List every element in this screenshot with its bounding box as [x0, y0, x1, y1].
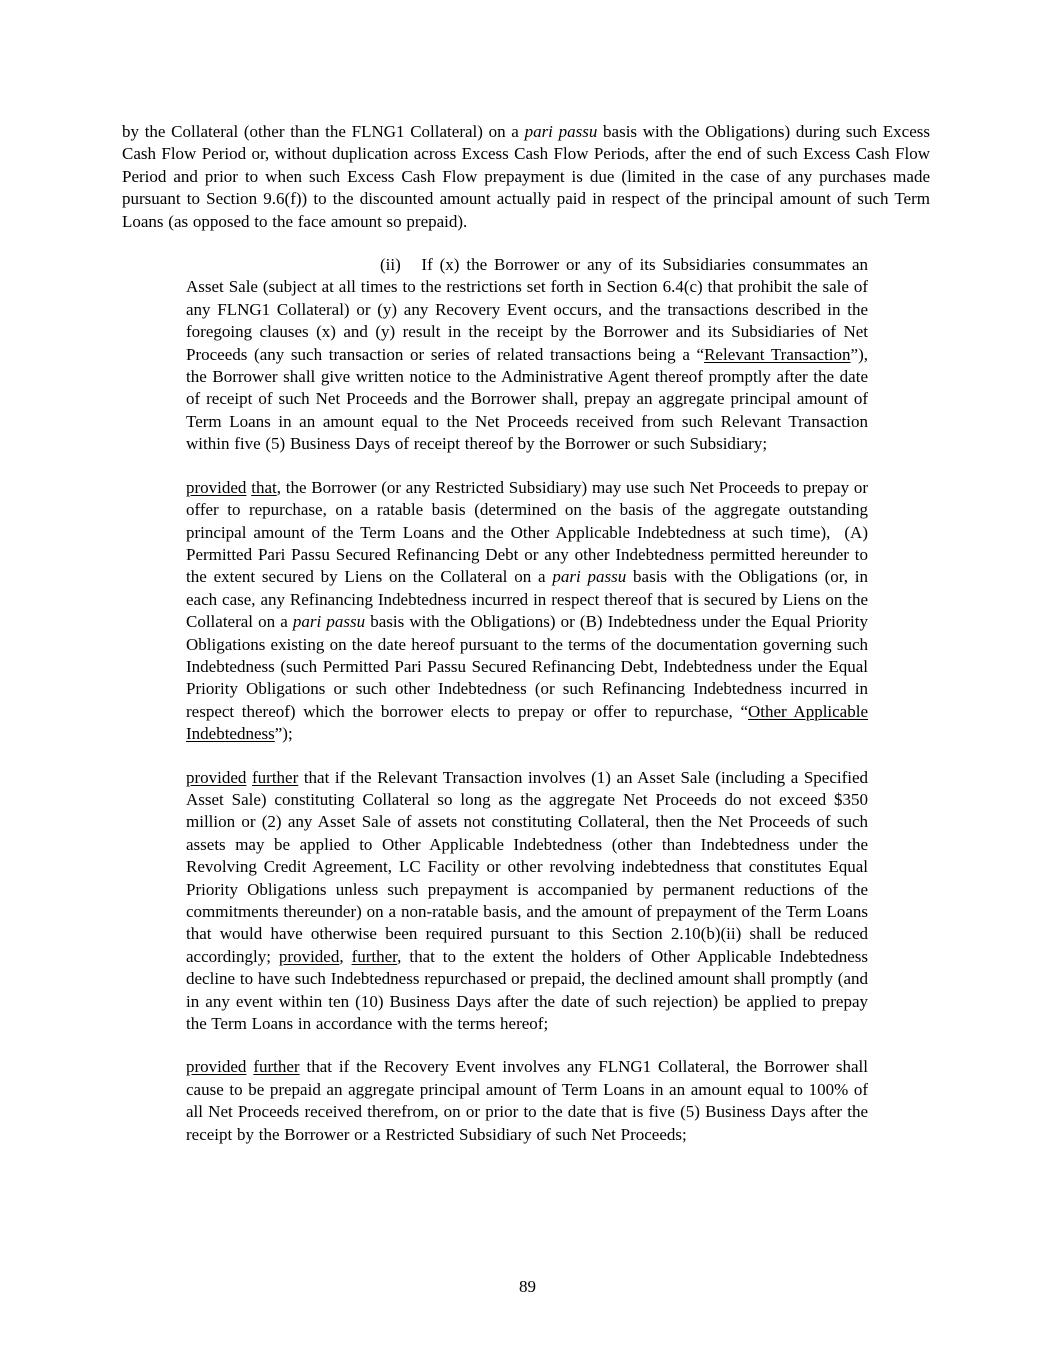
underlined-text-run: provided — [186, 1057, 247, 1077]
text-run: basis with the Obligations) during such Excess Cash Flow Period or, without duplication across Excess Cash Flow Periods, after the end of such Excess Cash Flow Period and prior to when such Excess Cash Flow prepayment is due (limited in the case of any purchases made pursuant to Section 9.6(f)) to the discounted amount actually paid in respect of the principal amount of such Term Loans (as opposed to the face amount so prepaid). — [122, 122, 930, 231]
underlined-text-run: further — [351, 946, 398, 966]
text-run: basis with the Obligations (or, in each case, any Refinancing Indebtedness incurred in respect thereof that is secured by Liens on the Collateral on a — [186, 567, 868, 632]
underlined-text-run: Other Applicable Indebtedness — [186, 701, 868, 744]
text-run: (ii) If (x) the Borrower or any of its Subsidiaries consummates an Asset Sale (subject at all times to the restrictions set forth in Section 6.4(c) that prohibit the sale of any FLNG1 Collateral) or (y) any Recovery Event occurs, and the transactions described in the foregoing clauses (x) and (y) result in the receipt by the Borrower and its Subsidiaries of Net Proceeds (any such transaction or series of related transactions being a “ — [186, 255, 868, 364]
proviso-asset-sale-paragraph — [186, 767, 868, 1036]
underlined-text-run: that — [251, 477, 277, 497]
underlined-text-run: provided — [186, 477, 247, 497]
text-run: ”); — [274, 724, 293, 744]
text-run: that if the Relevant Transaction involves (1) an Asset Sale (including a Specified Asset Sale) constituting Collateral so long as the aggregate Net Proceeds do not exceed $350 million or (2) any Asset Sale of assets not constituting Collateral, then the Net Proceeds of such assets may be applied to Other Applicable Indebtedness (other than Indebtedness under the Revolving Credit Agreement, LC Facility or other revolving indebtedness that constitutes Equal Priority Obligations unless such prepayment is accompanied by permanent reductions of the commitments thereunder) on a non-ratable basis, and the amount of prepayment of the Term Loans that would have otherwise been required pursuant to this Section 2.10(b)(ii) shall be reduced accordingly; — [186, 767, 869, 966]
continuation-paragraph — [122, 121, 930, 233]
clause-ii-paragraph — [186, 254, 868, 456]
text-run: basis with the Obligations) or (B) Indebtedness under the Equal Priority Obligations existing on the date hereof pursuant to the terms of the documentation governing such Indebtedness (such Permitted Pari Passu Secured Refinancing Debt, Indebtedness under the Equal Priority Obligations or such other Indebtedness (or such Refinancing Indebtedness incurred in respect thereof) which the borrower elects to prepay or offer to repurchase, “ — [186, 612, 868, 721]
document-body — [122, 121, 930, 1167]
text-run: ”), the Borrower shall give written notice to the Administrative Agent thereof promptly after the date of receipt of such Net Proceeds and the Borrower shall, prepay an aggregate principal amount of Term Loans in an amount equal to the Net Proceeds received from such Relevant Transaction within five (5) Business Days of receipt thereof by the Borrower or such Subsidiary; — [186, 344, 868, 454]
text-run: , — [339, 946, 352, 966]
proviso-recovery-event-paragraph — [186, 1056, 868, 1146]
italic-text-run: pari passu — [524, 122, 598, 141]
italic-text-run: pari passu — [292, 612, 366, 632]
text-run: , the Borrower (or any Restricted Subsidiary) may use such Net Proceeds to prepay or offer to repurchase, on a ratable basis (determined on the basis of the aggregate outstanding principal amount of the Term Loans and the Other Applicable Indebtedness at such time), (A) Permitted Pari Passu Secured Refinancing Debt or any other Indebtedness permitted hereunder to the extent secured by Liens on the Collateral on a — [186, 477, 869, 587]
page-number: 89 — [519, 1277, 536, 1296]
text-run: , that to the extent the holders of Other Applicable Indebtedness decline to have such Indebtedness repurchased or prepaid, the declined amount shall promptly (and in any event within ten (10) Business Days after the date of such rejection) be applied to prepay the Term Loans in accordance with the terms hereof; — [186, 946, 868, 1034]
text-run: by the Collateral (other than the FLNG1 Collateral) on a — [122, 122, 525, 141]
proviso-ratable-basis-paragraph — [186, 477, 868, 746]
underlined-text-run: provided — [186, 767, 247, 787]
underlined-text-run: further — [252, 767, 299, 787]
italic-text-run: pari passu — [552, 567, 627, 587]
text-run: that if the Recovery Event involves any FLNG1 Collateral, the Borrower shall cause to be prepaid an aggregate principal amount of Term Loans in an amount equal to 100% of all Net Proceeds received therefrom, on or prior to the date that is five (5) Business Days after the receipt by the Borrower or a Restricted Subsidiary of such Net Proceeds; — [186, 1057, 869, 1144]
underlined-text-run: further — [253, 1057, 300, 1077]
underlined-text-run: Relevant Transaction — [704, 344, 851, 364]
underlined-text-run: provided — [278, 946, 340, 966]
